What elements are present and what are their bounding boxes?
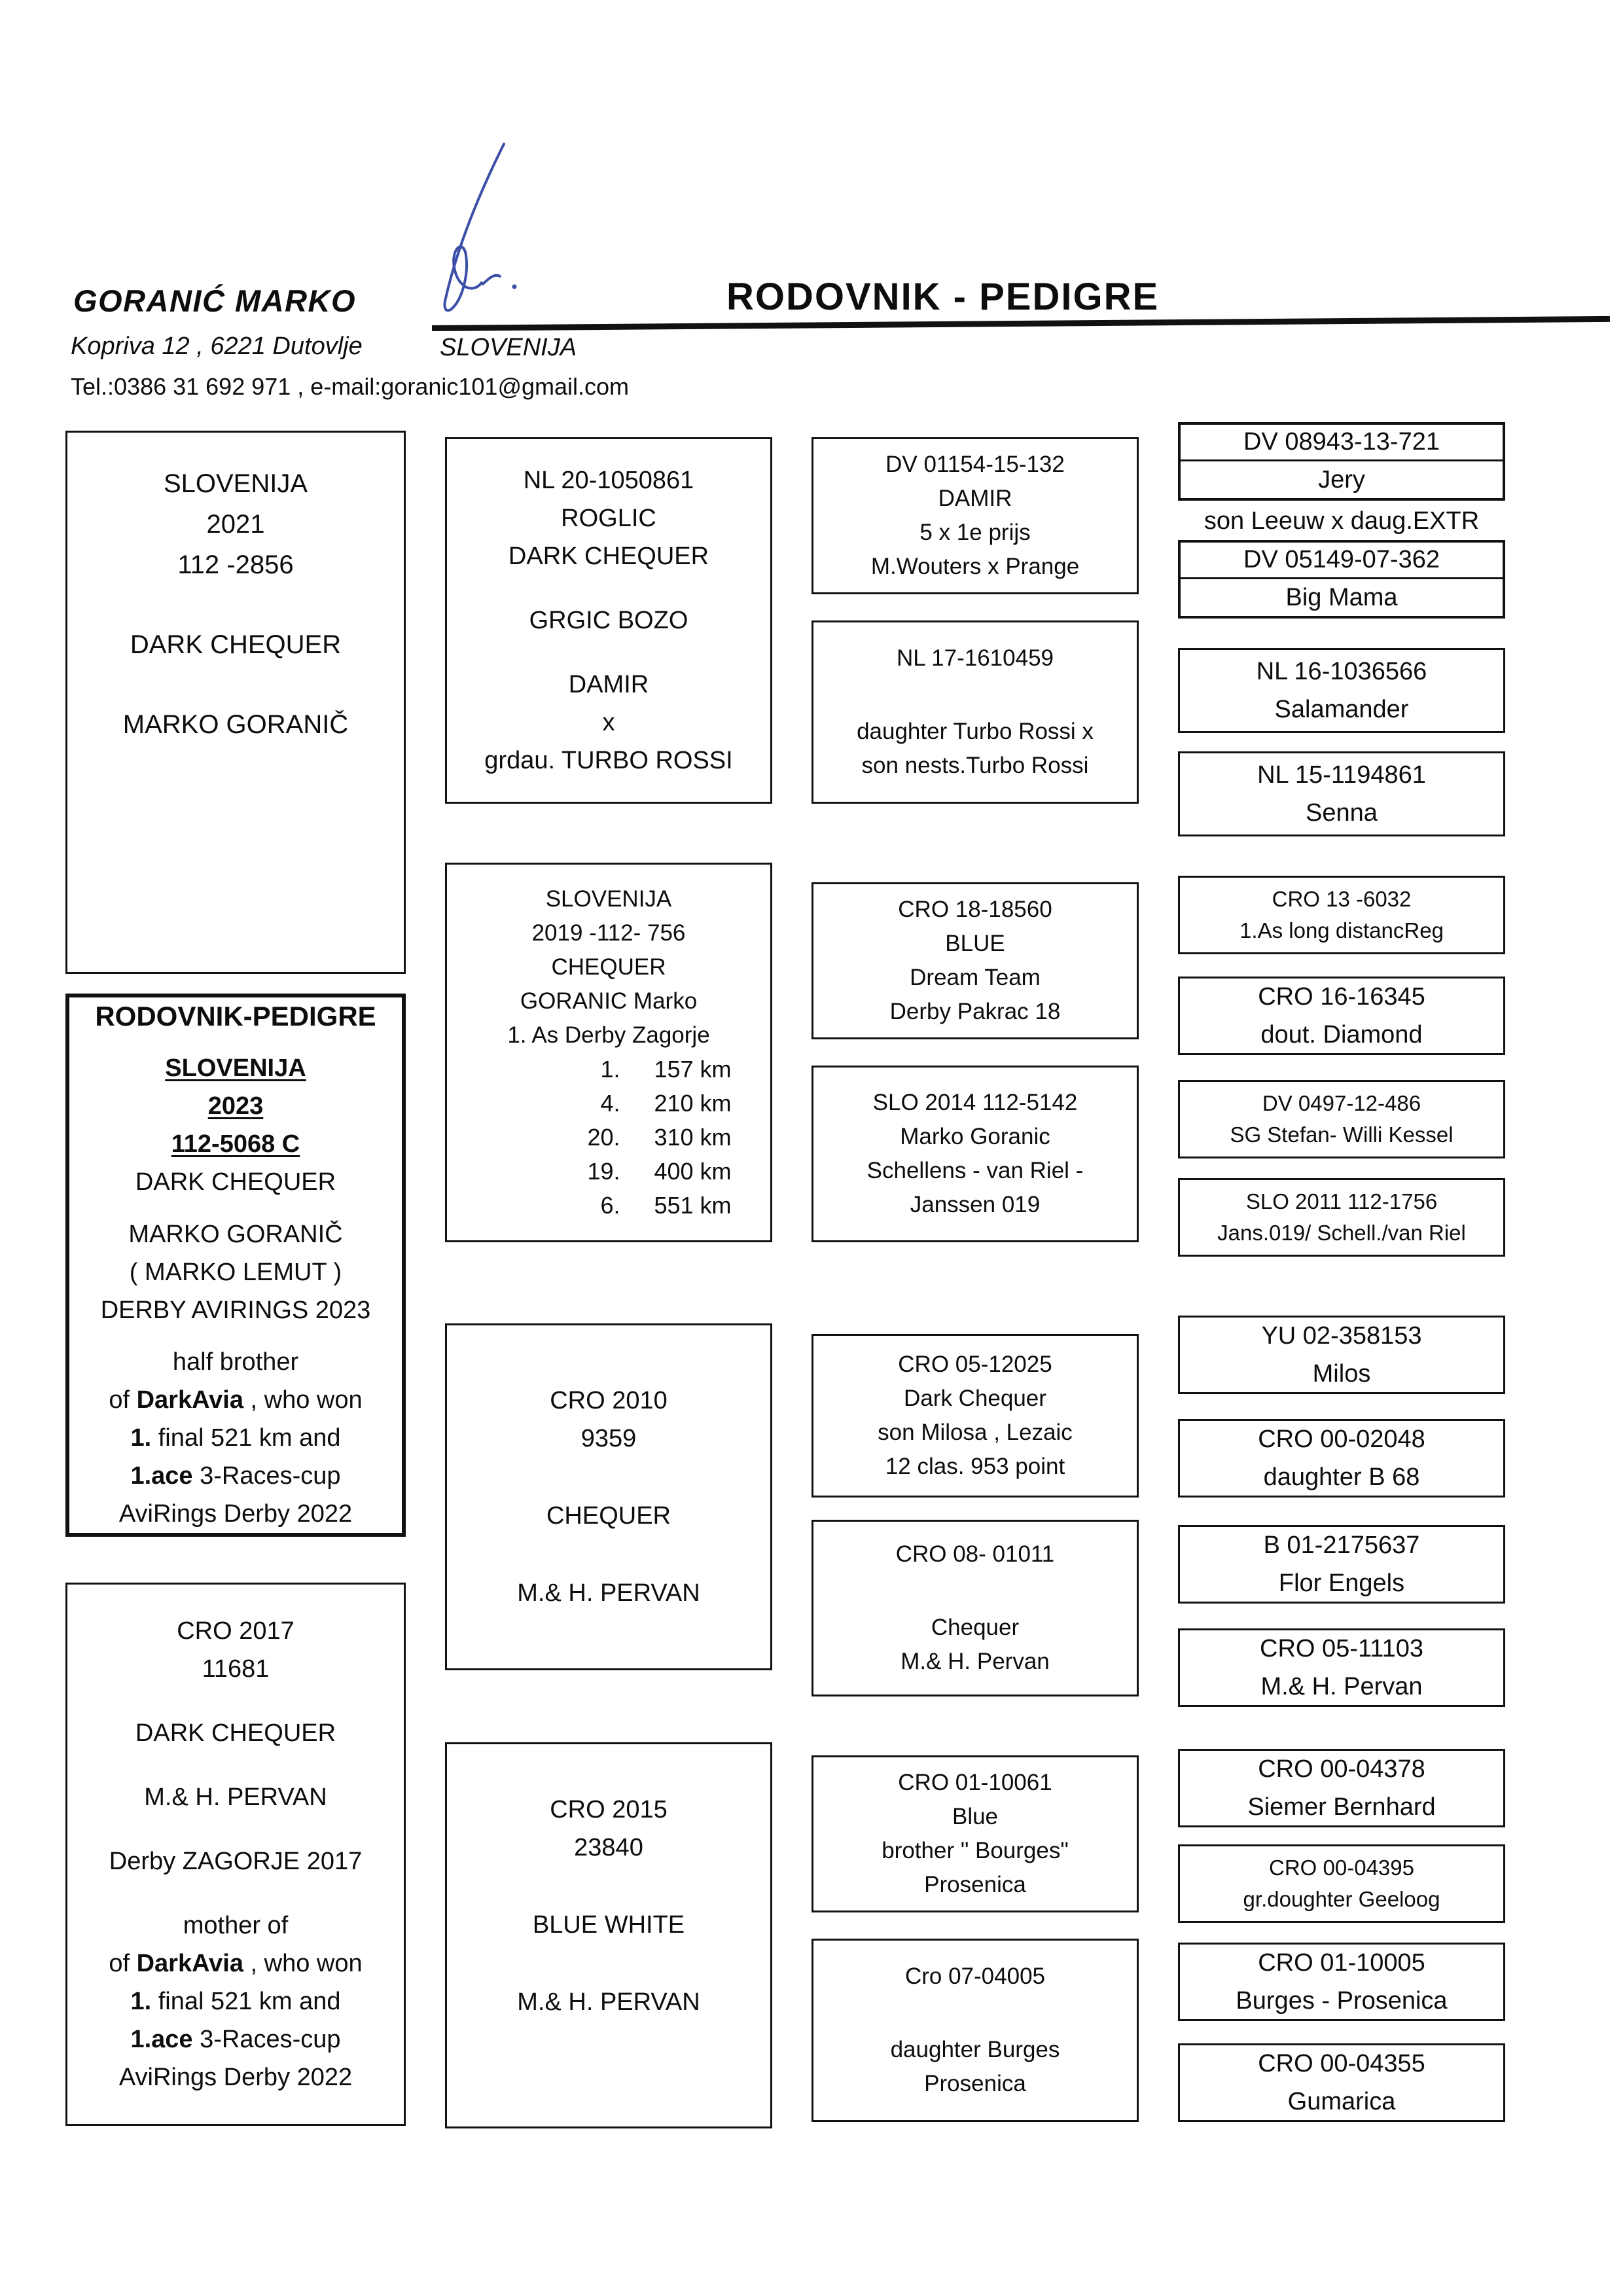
g10-ring: B 01-2175637 bbox=[1263, 1532, 1420, 1559]
g12-owner: Siemer Bernhard bbox=[1247, 1793, 1436, 1821]
ancestor-small-box-g4 bbox=[1178, 876, 1505, 954]
sire-summary-line: SLOVENIJA bbox=[163, 469, 308, 498]
race-result-row: 4. 210 km bbox=[600, 1090, 732, 1117]
a3-color: BLUE bbox=[945, 931, 1005, 956]
ancestor-small-box-g13 bbox=[1178, 1844, 1505, 1923]
g9-ring: CRO 00-02048 bbox=[1258, 1426, 1425, 1453]
ancestor-box-7 bbox=[812, 1755, 1139, 1912]
g7-lineage: Jans.019/ Schell./van Riel bbox=[1217, 1221, 1466, 1245]
subject-heading: RODOVNIK-PEDIGRE bbox=[95, 1001, 376, 1031]
race-result-row: 1. 157 km bbox=[600, 1056, 732, 1083]
a5-ring: CRO 05-12025 bbox=[898, 1352, 1052, 1377]
ancestor-small-box-g10 bbox=[1178, 1525, 1505, 1604]
document-header bbox=[0, 0, 1623, 406]
dam-summary-box bbox=[65, 1583, 406, 2126]
a1-ring: DV 01154-15-132 bbox=[885, 452, 1065, 477]
dam-breeder: GORANIC Marko bbox=[520, 988, 698, 1014]
race-result-row: 20. 310 km bbox=[587, 1124, 732, 1151]
g10-name: Flor Engels bbox=[1278, 1570, 1405, 1597]
subject-note-line: 1.ace 3-Races-cup bbox=[130, 1462, 341, 1490]
ancestor-small-box-g9 bbox=[1178, 1419, 1505, 1498]
a8-lineage: daughter Burges bbox=[890, 2037, 1060, 2062]
ancestor-box-4 bbox=[812, 1066, 1139, 1242]
ancestor-small-box-g15 bbox=[1178, 2043, 1505, 2122]
g15-ring: CRO 00-04355 bbox=[1258, 2050, 1425, 2077]
a5-color: Dark Chequer bbox=[904, 1386, 1046, 1411]
dam-note-line: AviRings Derby 2022 bbox=[118, 2064, 353, 2091]
g13-lineage: gr.doughter Geeloog bbox=[1243, 1887, 1440, 1911]
gs-ring-country: CRO 2010 bbox=[550, 1387, 668, 1414]
granddam-sire-box bbox=[445, 1323, 772, 1670]
subject-country: SLOVENIJA bbox=[165, 1054, 306, 1083]
ancestor-small-box-g7 bbox=[1178, 1178, 1505, 1257]
sire-summary-line: DARK CHEQUER bbox=[130, 630, 342, 659]
breeder-contact: Tel.:0386 31 692 971 , e-mail:goranic101@gmail.com bbox=[71, 373, 630, 400]
a1-prize: 5 x 1e prijs bbox=[919, 520, 1031, 545]
g13-ring: CRO 00-04395 bbox=[1269, 1856, 1414, 1880]
dam-ring-number: 11681 bbox=[202, 1655, 270, 1683]
subject-owner: MARKO GORANIČ bbox=[128, 1220, 343, 1248]
subject-note-line: half brother bbox=[172, 1348, 299, 1376]
sire-box bbox=[445, 437, 772, 804]
ancestor-pair-box-1 bbox=[1178, 422, 1505, 501]
ancestor-small-box-g5 bbox=[1178, 977, 1505, 1055]
sire-summary-line: 112 -2856 bbox=[177, 550, 294, 579]
gs-color: CHEQUER bbox=[546, 1502, 671, 1530]
ancestor-box-5 bbox=[812, 1334, 1139, 1498]
g2-ring: NL 16-1036566 bbox=[1256, 658, 1427, 685]
g5-name: dout. Diamond bbox=[1260, 1021, 1423, 1049]
ancestor-pair-box-2 bbox=[1178, 540, 1505, 619]
dam-note-line: 1.ace 3-Races-cup bbox=[130, 2026, 341, 2053]
a3-ring: CRO 18-18560 bbox=[898, 897, 1052, 922]
race-result-row: 19. 400 km bbox=[587, 1158, 732, 1185]
a4-ring: SLO 2014 112-5142 bbox=[872, 1090, 1078, 1115]
sire-summary-line: 2021 bbox=[206, 510, 265, 539]
g9-lineage: daughter B 68 bbox=[1263, 1463, 1420, 1491]
a8-loft: Prosenica bbox=[924, 2071, 1026, 2096]
sire-parent-sire: DAMIR bbox=[568, 671, 649, 698]
dam-race-results bbox=[565, 1052, 732, 1223]
a6-owner: M.& H. Pervan bbox=[901, 1649, 1050, 1674]
race-result-row: 6. 551 km bbox=[600, 1192, 732, 1219]
g15-name: Gumarica bbox=[1287, 2088, 1396, 2115]
ancestor-small-box-g12 bbox=[1178, 1749, 1505, 1827]
ancestor-box-3 bbox=[812, 882, 1139, 1039]
ancestor-small-box-g8 bbox=[1178, 1316, 1505, 1394]
subject-owner-alt: ( MARKO LEMUT ) bbox=[129, 1258, 342, 1286]
g3-name: Senna bbox=[1306, 799, 1378, 827]
granddam-dam-box bbox=[445, 1742, 772, 2128]
g8-name: Milos bbox=[1312, 1360, 1371, 1388]
sire-summary-line: MARKO GORANIČ bbox=[122, 710, 349, 739]
gd-owner: M.& H. PERVAN bbox=[517, 1988, 700, 2016]
g12-ring: CRO 00-04378 bbox=[1258, 1755, 1425, 1783]
dam-country: SLOVENIJA bbox=[545, 886, 672, 912]
sire-name: ROGLIC bbox=[561, 505, 656, 532]
g4-ring: CRO 13 -6032 bbox=[1272, 887, 1412, 911]
dam-color: CHEQUER bbox=[551, 954, 666, 980]
a3-derby: Derby Pakrac 18 bbox=[889, 999, 1061, 1024]
subject-year: 2023 bbox=[207, 1092, 264, 1121]
g3-ring: NL 15-1194861 bbox=[1257, 761, 1426, 789]
g6-owner: SG Stefan- Willi Kessel bbox=[1230, 1122, 1454, 1147]
a7-lineage: brother " Bourges" bbox=[882, 1838, 1069, 1863]
dam-box bbox=[445, 863, 772, 1242]
ancestor-small-box-g14 bbox=[1178, 1943, 1505, 2021]
dam-ring: 2019 -112- 756 bbox=[531, 920, 686, 946]
a8-ring: Cro 07-04005 bbox=[904, 1964, 1046, 1989]
dam-ring-country: CRO 2017 bbox=[177, 1617, 294, 1645]
a3-team: Dream Team bbox=[910, 965, 1041, 990]
ancestor-box-1 bbox=[812, 437, 1139, 594]
g6-ring: DV 0497-12-486 bbox=[1262, 1091, 1421, 1115]
ancestor-small-box-g3 bbox=[1178, 751, 1505, 836]
g2-name: Salamander bbox=[1274, 696, 1409, 723]
subject-derby: DERBY AVIRINGS 2023 bbox=[100, 1296, 371, 1324]
subject-color: DARK CHEQUER bbox=[135, 1168, 336, 1196]
a1-lineage: M.Wouters x Prange bbox=[870, 554, 1080, 579]
a7-ring: CRO 01-10061 bbox=[898, 1770, 1052, 1795]
a4-lineage: Janssen 019 bbox=[910, 1192, 1041, 1217]
subject-note-line: AviRings Derby 2022 bbox=[118, 1499, 353, 1528]
sire-color: DARK CHEQUER bbox=[508, 543, 709, 570]
ancestor-small-box-g2 bbox=[1178, 648, 1505, 733]
ancestor-lineage-note: son Leeuw x daug.EXTR bbox=[1204, 507, 1480, 535]
g8-ring: YU 02-358153 bbox=[1261, 1322, 1422, 1350]
subject-note-line: 1. final 521 km and bbox=[130, 1424, 341, 1452]
breeder-name: GORANIĆ MARKO bbox=[73, 283, 357, 318]
a4-owner: Marko Goranic bbox=[900, 1124, 1050, 1149]
g4-note: 1.As long distancReg bbox=[1240, 918, 1444, 942]
subject-pigeon-box bbox=[65, 994, 406, 1537]
p1-ring: DV 08943-13-721 bbox=[1181, 425, 1503, 461]
a1-name: DAMIR bbox=[938, 486, 1012, 511]
dam-color: DARK CHEQUER bbox=[135, 1719, 336, 1747]
a2-lineage: son nests.Turbo Rossi bbox=[861, 753, 1089, 778]
a4-lineage: Schellens - van Riel - bbox=[866, 1158, 1084, 1183]
gd-color: BLUE WHITE bbox=[532, 1911, 685, 1939]
subject-note-line: of DarkAvia , who won bbox=[109, 1386, 363, 1414]
country-label: SLOVENIJA bbox=[440, 334, 577, 361]
signature-mark bbox=[406, 137, 563, 334]
dam-derby: Derby ZAGORJE 2017 bbox=[109, 1848, 363, 1875]
dam-owner: M.& H. PERVAN bbox=[144, 1784, 327, 1811]
p1-name: Jery bbox=[1318, 465, 1365, 493]
ancestor-small-box-g6 bbox=[1178, 1080, 1505, 1158]
p2-ring: DV 05149-07-362 bbox=[1181, 543, 1503, 579]
breeder-address: Kopriva 12 , 6221 Dutovlje bbox=[71, 332, 363, 360]
dam-note-line: of DarkAvia , who won bbox=[109, 1950, 363, 1977]
a6-ring: CRO 08- 01011 bbox=[895, 1541, 1055, 1567]
g7-ring: SLO 2011 112-1756 bbox=[1245, 1189, 1438, 1213]
dam-note-line: mother of bbox=[183, 1912, 289, 1939]
ancestor-box-2 bbox=[812, 620, 1139, 804]
sire-ring: NL 20-1050861 bbox=[523, 467, 694, 494]
sire-cross-mark: x bbox=[602, 709, 615, 736]
ancestor-box-8 bbox=[812, 1939, 1139, 2122]
g14-lineage: Burges - Prosenica bbox=[1236, 1987, 1448, 2015]
gd-ring-country: CRO 2015 bbox=[550, 1796, 668, 1823]
gd-ring-number: 23840 bbox=[574, 1834, 643, 1861]
sire-parent-dam: grdau. TURBO ROSSI bbox=[484, 747, 733, 774]
gs-owner: M.& H. PERVAN bbox=[517, 1579, 700, 1607]
dam-achievement: 1. As Derby Zagorje bbox=[507, 1022, 710, 1048]
a6-color: Chequer bbox=[931, 1615, 1020, 1640]
a2-lineage: daughter Turbo Rossi x bbox=[857, 719, 1094, 744]
a5-points: 12 clas. 953 point bbox=[885, 1454, 1065, 1479]
a7-loft: Prosenica bbox=[924, 1872, 1026, 1897]
dam-note-line: 1. final 521 km and bbox=[130, 1988, 341, 2015]
page-title: RODOVNIK - PEDIGRE bbox=[726, 276, 1160, 318]
gs-ring-number: 9359 bbox=[580, 1425, 637, 1452]
sire-summary-box bbox=[65, 431, 406, 974]
g5-ring: CRO 16-16345 bbox=[1258, 983, 1425, 1011]
sire-breeder: GRGIC BOZO bbox=[529, 607, 688, 634]
g11-owner: M.& H. Pervan bbox=[1260, 1673, 1423, 1700]
ancestor-box-6 bbox=[812, 1520, 1139, 1696]
a5-lineage: son Milosa , Lezaic bbox=[878, 1420, 1073, 1445]
ancestor-small-box-g11 bbox=[1178, 1628, 1505, 1707]
p2-name: Big Mama bbox=[1285, 583, 1398, 611]
g14-ring: CRO 01-10005 bbox=[1258, 1949, 1425, 1977]
subject-ring: 112-5068 C bbox=[171, 1130, 300, 1158]
a7-color: Blue bbox=[952, 1804, 999, 1829]
a2-ring: NL 17-1610459 bbox=[896, 645, 1054, 671]
g11-ring: CRO 05-11103 bbox=[1260, 1635, 1423, 1662]
